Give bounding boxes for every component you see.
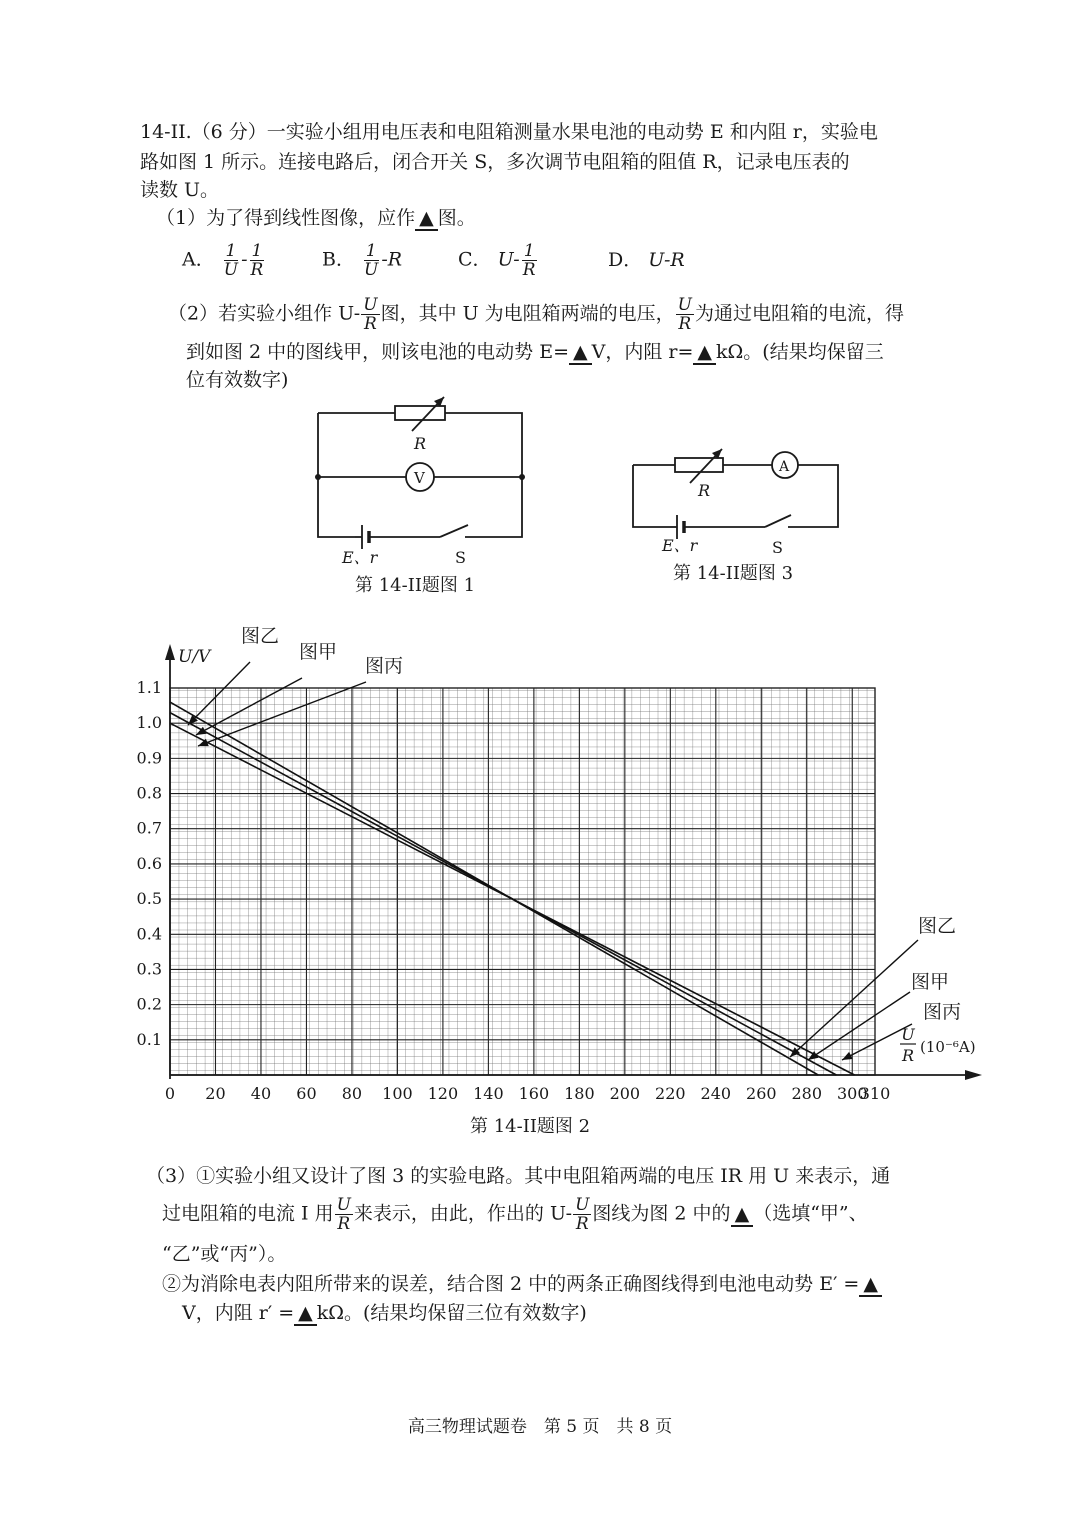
series-callout-label: 图丙 [922,1001,962,1023]
part2-line-2: 到如图 2 中的图线甲，则该电池的电动势 E= ▲ V，内阻 r= ▲ kΩ。(结果均保留三 [186,341,884,363]
x-tick-label: 220 [655,1084,686,1103]
x-tick-label: 80 [341,1084,363,1103]
circuit-figure-1 [300,395,540,600]
x-tick-label: 160 [518,1084,550,1103]
option-label: B． [322,248,355,271]
x-axis-label-num: U [901,1025,915,1044]
part2-line-3: 位有效数字) [186,369,289,391]
series-callout-label: 图乙 [917,915,957,937]
y-tick-label: 0.7 [136,818,162,838]
fraction: $\frac{1}{U}$ [223,241,239,280]
y-tick-label: 0.9 [136,748,162,768]
x-tick-label: 140 [473,1084,504,1103]
x-tick-label: 260 [746,1084,777,1103]
x-tick-label: 200 [609,1084,641,1103]
battery-label: E、r [342,548,378,567]
part3-line-2: 过电阻箱的电流 I 用 $\frac{U}{R}$ 来表示，由此，作出的 U- $\frac{U}{R}$ 图线为图 2 中的 ▲ （选填“甲”、 [162,1195,868,1234]
answer-blank: ▲ [415,207,438,231]
fraction: $\frac{U}{R}$ [363,295,378,334]
answer-blank: ▲ [569,341,592,365]
fraction: $\frac{U}{R}$ [336,1195,351,1234]
part1-prompt-a: （1）为了得到线性图像，应作 [156,207,416,229]
option-a: A． $\frac{1}{U}$ - $\frac{1}{R}$ [182,241,264,280]
series-callout-label: 图甲 [298,641,338,663]
part2-line-1: （2）若实验小组作 U- $\frac{U}{R}$ 图，其中 U 为电阻箱两端的电压， $\frac{U}{R}$ 为通过电阻箱的电流，得 [168,295,904,334]
figure-3-caption: 第 14-II题图 3 [673,563,794,584]
y-tick-label: 0.8 [136,783,162,803]
switch-label: S [772,538,783,557]
question-line-2: 路如图 1 所示。连接电路后，闭合开关 S，多次调节电阻箱的阻值 R，记录电压表的 [140,151,850,173]
answer-blank: ▲ [859,1273,882,1297]
circuit-figure-3 [620,445,860,590]
y-tick-label: 0.6 [136,853,162,873]
x-tick-label: 120 [427,1084,459,1103]
x-tick-label: 300 [836,1084,868,1103]
answer-blank: ▲ [693,341,716,365]
switch-label: S [455,548,466,567]
y-tick-label: 0.4 [136,924,162,944]
option-label: A． [182,248,215,271]
series-callout-label: 图丙 [364,655,404,677]
voltmeter-label: V [414,469,425,487]
y-tick-label: 0.5 [136,889,162,909]
option-label: C． [458,248,492,271]
answer-blank: ▲ [731,1203,754,1227]
y-axis-label: U/V [178,647,211,667]
resistor-label: R [698,481,711,500]
option-c: C． U- $\frac{1}{R}$ [458,241,536,280]
question-line-3: 读数 U。 [140,179,220,201]
option-label: D． [608,249,643,271]
y-tick-label: 0.2 [136,994,162,1014]
grid-area [170,688,875,1075]
part1-prompt-b: 图。 [437,207,476,229]
y-tick-label: 1.1 [136,678,162,697]
part3-line-4: ②为消除电表内阻所带来的误差，结合图 2 中的两条正确图线得到电池电动势 E′ = ▲ [162,1270,882,1298]
y-tick-label: 0.3 [136,959,162,979]
option-d: D． U-R [608,249,685,271]
figure-2-caption: 第 14-II题图 2 [470,1116,591,1137]
x-tick-label: 280 [791,1084,823,1103]
series-callout-label: 图乙 [240,625,280,647]
x-axis-label-unit: (10⁻⁶A) [920,1038,976,1056]
y-tick-label: 0.1 [136,1029,162,1049]
part3-line-3: “乙”或“丙”）。 [162,1243,287,1265]
x-axis-label-den: R [901,1046,915,1065]
resistor-label: R [414,434,427,453]
part1-prompt [156,204,476,232]
x-tick-label: 40 [250,1084,272,1103]
fraction: $\frac{1}{R}$ [250,241,264,280]
option-b: B． $\frac{1}{U}$ -R [322,241,403,280]
x-tick-label: 60 [296,1084,317,1103]
answer-blank: ▲ [294,1302,317,1326]
ammeter-label: A [779,459,790,475]
y-tick-label: 1.0 [136,713,162,733]
fraction: $\frac{U}{R}$ [575,1195,590,1234]
battery-label: E、r [662,536,698,555]
u-vs-u-over-r-chart [0,620,1080,1150]
page-footer: 高三物理试题卷 第 5 页 共 8 页 [407,1417,673,1437]
x-axis-arrow-icon [965,1070,982,1080]
fraction: $\frac{U}{R}$ [677,295,692,334]
x-tick-label: 20 [205,1084,226,1103]
x-tick-label: 310 [859,1084,891,1103]
x-tick-label: 0 [164,1084,176,1103]
x-tick-label: 180 [564,1084,595,1103]
fraction: $\frac{1}{R}$ [522,241,536,280]
part3-line-5: V，内阻 r′ = ▲ kΩ。(结果均保留三位有效数字) [182,1302,587,1324]
y-axis-arrow-icon [165,644,175,660]
part3-line-1: （3）①实验小组又设计了图 3 的实验电路。其中电阻箱两端的电压 IR 用 U 来表示，通 [146,1165,891,1187]
fraction: $\frac{1}{U}$ [364,241,379,280]
figure-1-caption: 第 14-II题图 1 [355,575,476,596]
question-line-1: 14-II.（6 分）一实验小组用电压表和电阻箱测量水果电池的电动势 E 和内阻 r，实验电 [140,121,878,143]
series-callout-label: 图甲 [910,971,950,993]
x-tick-label: 100 [382,1084,413,1103]
x-tick-label: 240 [700,1084,732,1103]
